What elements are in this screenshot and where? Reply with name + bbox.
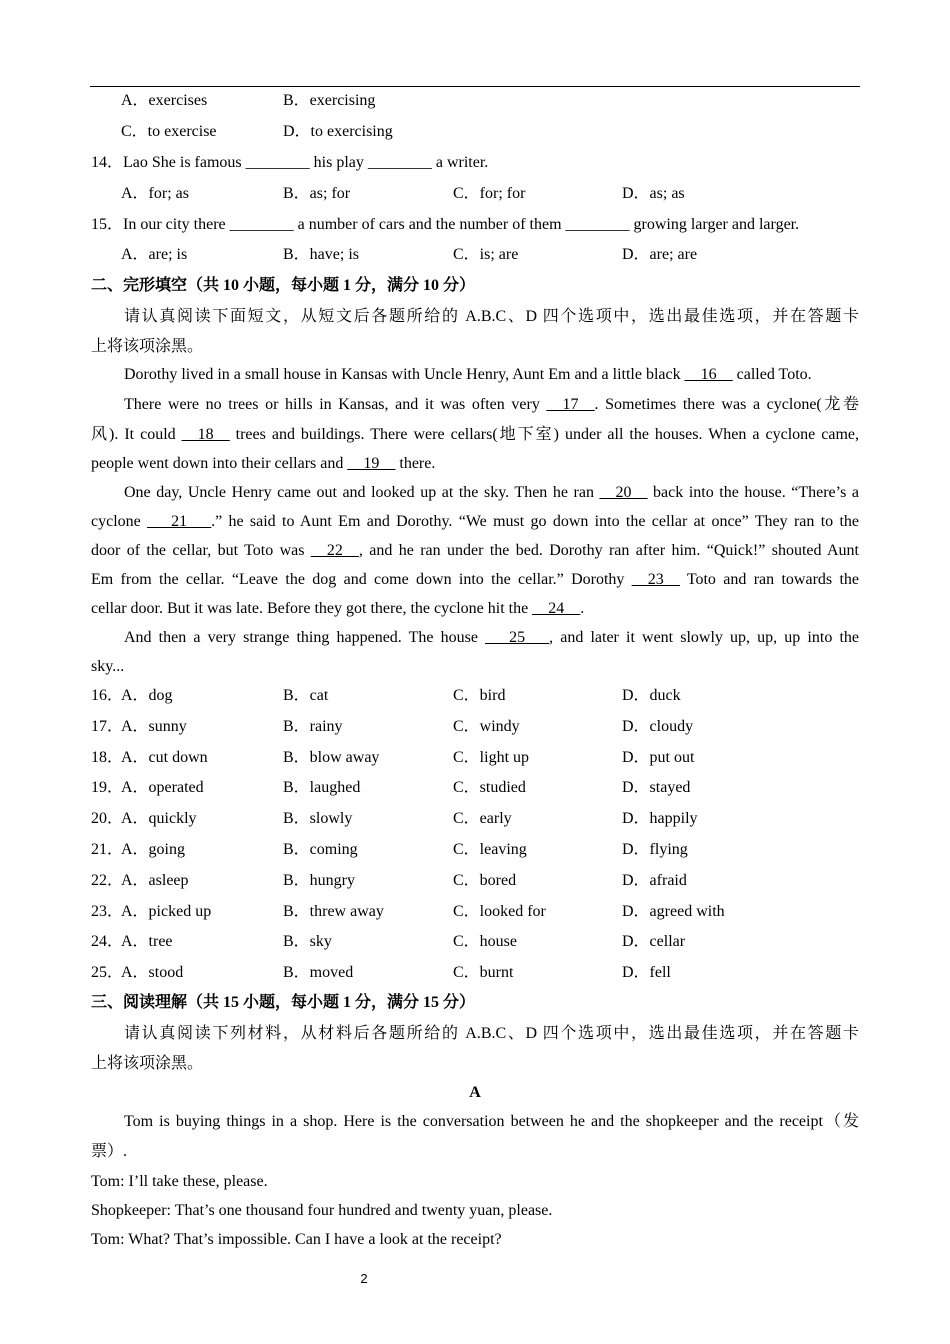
option-d: D．happily [622,810,698,828]
blank-24: __24__ [532,600,581,617]
passage-para3-line2: cyclone ___21___.” he said to Aunt Em and Dorothy. “We must go down into the cellar at once” They ran to the [91,513,860,530]
passage-para3-line1: One day, Uncle Henry came out and looked up at the sky. Then he ran __20__ back into the house. “There’s a [124,484,859,501]
option-a: A．dog [121,687,173,704]
option-a: A．going [121,841,186,858]
option-d: D．stayed [622,779,691,797]
passage-para1: Dorothy lived in a small house in Kansas with Uncle Henry, Aunt Em and a little black __16__ called Toto. [124,366,812,383]
option-d: D．fell [622,964,671,982]
passage-para3-line3: door of the cellar, but Toto was __22__, and he ran under the bed. Dorothy ran after him. “Quick!” shouted Aunt [91,542,860,559]
q15-option-b: B．have; is [283,246,359,263]
option-c: C．burnt [453,964,514,982]
option-a: A．picked up [121,902,212,920]
option-d: D．cellar [622,933,686,951]
option-d: D．duck [622,687,681,704]
option-b: B．laughed [283,779,361,797]
question-16-options [0,686,770,706]
q15-options [0,245,770,265]
blank-22: __22__ [310,542,359,559]
option-d: D．put out [622,748,695,766]
option-d: D．agreed with [622,902,725,920]
option-a: A．operated [121,779,204,797]
q14-option-c: C．for; for [453,185,526,202]
q13-option-c: C．to exercise [121,123,217,140]
page-number: 2 [360,1271,368,1286]
q15-option-a: A．are; is [121,246,188,263]
q13-options-row2 [0,122,770,142]
question-20-options [0,809,770,829]
dialogue-line-3: Tom: What? That’s impossible. Can I have a look at the receipt? [91,1231,502,1248]
section3-instruction-line1: 请认真阅读下列材料，从材料后各题所给的 A.B.C、D 四个选项中，选出最佳选项，并在答题卡 [124,1025,859,1042]
q14-option-d: D．as; as [622,185,685,202]
question-number: 17． [91,717,124,735]
q13-options-row1 [0,91,770,111]
option-b: B．cat [283,687,329,704]
question-number: 18． [91,748,124,766]
section2-instruction-line2: 上将该项涂黑。 [91,338,204,355]
section3-heading: 三、阅读理解（共 15 小题，每小题 1 分，满分 15 分） [91,994,476,1011]
blank-21: ___21___ [147,513,212,530]
option-b: B．coming [283,841,358,858]
q14-stem: 14．Lao She is famous ________ his play ________ a writer. [91,154,489,171]
passage-para4-line2: sky... [91,658,125,675]
reading-intro-line1: Tom is buying things in a shop. Here is the conversation between he and the shopkeeper and the receipt（发 [124,1113,859,1130]
question-number: 24． [91,933,124,951]
section2-heading: 二、完形填空（共 10 小题，每小题 1 分，满分 10 分） [91,277,476,294]
question-24-options [0,932,770,952]
option-b: B．moved [283,964,354,982]
q14-options [0,184,770,204]
option-c: C．house [453,933,518,951]
dialogue-line-2: Shopkeeper: That’s one thousand four hundred and twenty yuan, please. [91,1202,553,1219]
option-a: A．quickly [121,810,197,828]
header-rule [90,86,860,87]
option-b: B．sky [283,933,332,951]
dialogue-line-1: Tom: I’ll take these, please. [91,1173,268,1190]
question-19-options [0,778,770,798]
option-a: A．cut down [121,748,208,766]
question-number: 21． [91,841,124,858]
option-d: D．flying [622,841,688,858]
option-d: D．afraid [622,871,687,889]
passage-para3-line4: Em from the cellar. “Leave the dog and come down into the cellar.” Dorothy __23__ Toto and ran towards the [91,571,860,588]
option-c: C．bored [453,871,517,889]
question-number: 22． [91,871,124,889]
option-b: B．rainy [283,717,343,735]
option-c: C．windy [453,717,520,735]
blank-18: __18__ [181,426,230,443]
question-number: 20． [91,810,124,828]
question-number: 23． [91,902,124,920]
option-b: B．slowly [283,810,353,828]
passage-para2-line1: There were no trees or hills in Kansas, and it was often very __17__. Sometimes there was a cyclone(龙卷 [124,396,859,413]
question-21-options [0,840,770,860]
blank-19: __19__ [347,455,396,472]
question-17-options [0,717,770,737]
passage-para2-line3: people went down into their cellars and __19__ there. [91,455,436,472]
blank-16: __16__ [684,366,733,383]
option-d: D．cloudy [622,717,694,735]
q15-option-c: C．is; are [453,246,519,263]
q14-option-b: B．as; for [283,185,351,202]
q13-option-b: B．exercising [283,92,376,109]
blank-23: __23__ [631,571,680,588]
option-c: C．early [453,810,512,828]
option-b: B．blow away [283,748,380,766]
option-a: A．stood [121,964,184,982]
q14-option-a: A．for; as [121,185,189,202]
option-c: C．looked for [453,902,546,920]
q15-stem: 15．In our city there ________ a number of cars and the number of them ________ growing larger and larger. [91,216,800,233]
blank-17: __17__ [546,396,595,413]
question-number: 16． [91,687,124,704]
option-c: C．bird [453,687,506,704]
option-c: C．leaving [453,841,527,858]
passage-para3-line5: cellar door. But it was late. Before they got there, the cyclone hit the __24__. [91,600,585,617]
question-number: 19． [91,779,124,797]
q13-option-d: D．to exercising [283,123,393,140]
blank-25: ___25___ [485,629,550,646]
q13-option-a: A．exercises [121,92,208,109]
question-25-options [0,963,770,983]
q15-option-d: D．are; are [622,246,698,263]
question-number: 25． [91,964,124,982]
passage-para4-line1: And then a very strange thing happened. The house ___25___, and later it went slowly up, up, up into the [124,629,859,646]
option-a: A．tree [121,933,173,951]
option-a: A．sunny [121,717,187,735]
passage-para2-line2: 风). It could __18__ trees and buildings. There were cellars(地下室) under all the houses. When a cyclone came, [91,426,859,443]
option-a: A．asleep [121,871,189,889]
passage-a-label: A [469,1084,481,1101]
section2-instruction-line1: 请认真阅读下面短文，从短文后各题所给的 A.B.C、D 四个选项中，选出最佳选项，并在答题卡 [124,308,859,325]
question-18-options [0,748,770,768]
option-c: C．studied [453,779,526,797]
option-c: C．light up [453,748,530,766]
blank-20: __20__ [599,484,648,501]
question-22-options [0,871,770,891]
question-23-options [0,902,770,922]
option-b: B．threw away [283,902,384,920]
reading-intro-line2: 票）. [91,1143,128,1160]
section3-instruction-line2: 上将该项涂黑。 [91,1055,204,1072]
option-b: B．hungry [283,871,356,889]
